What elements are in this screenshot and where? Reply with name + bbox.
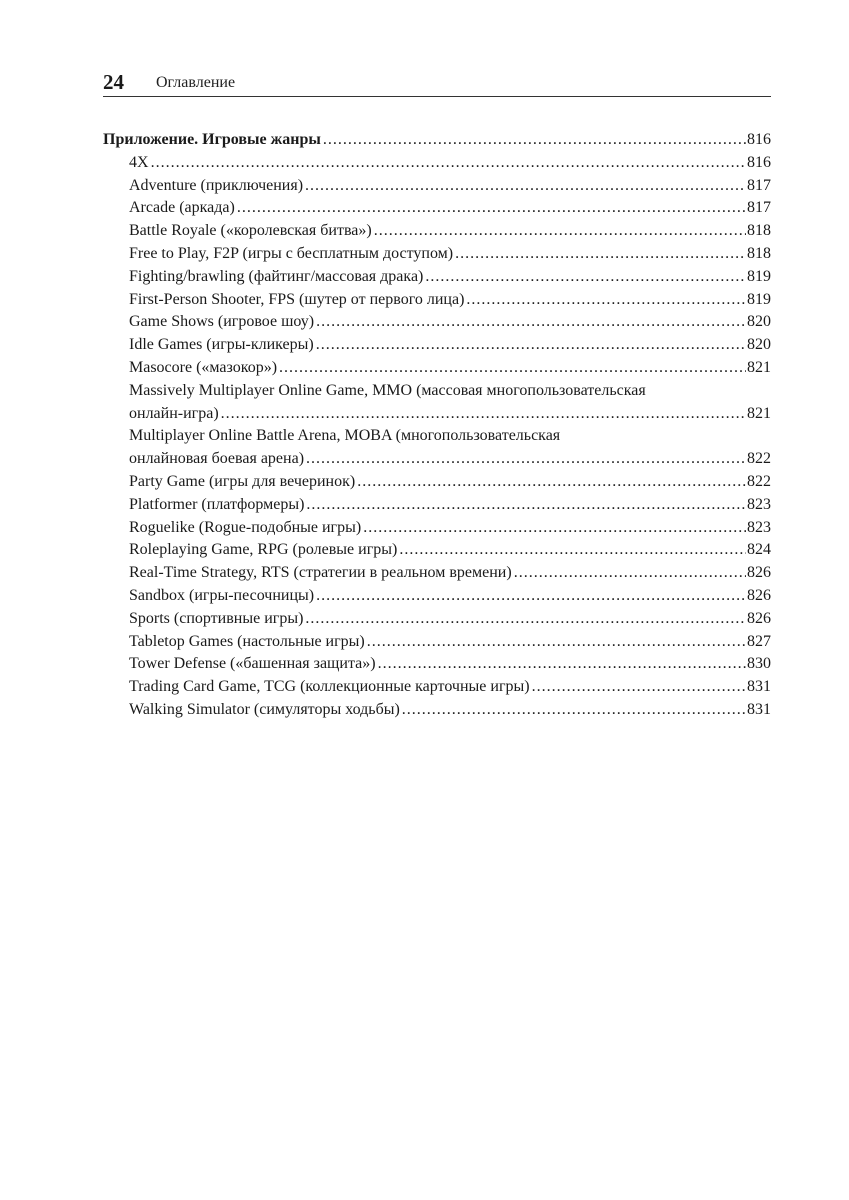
toc-leader-dots: [514, 562, 746, 585]
toc-entry[interactable]: [103, 608, 771, 631]
toc-entry-title: Arcade (аркада): [129, 199, 235, 217]
toc-entry-page: 831: [747, 700, 771, 718]
toc-entry[interactable]: [103, 585, 771, 608]
toc-leader-dots: [402, 699, 746, 722]
toc-entry-page: 821: [747, 404, 771, 422]
toc-leader-dots: [305, 608, 746, 631]
toc-entry-line-2: [129, 403, 771, 426]
toc-entry-title: Tabletop Games (настольные игры): [129, 632, 365, 650]
toc-entry-title: Masocore («мазокор»): [129, 358, 278, 376]
toc-entry[interactable]: [103, 380, 771, 426]
toc-entry-title: Sports (спортивные игры): [129, 609, 304, 627]
toc-entry-title: Adventure (приключения): [129, 176, 304, 194]
toc-entry-title: Free to Play, F2P (игры с бесплатным доступом): [129, 244, 454, 262]
toc-leader-dots: [305, 175, 746, 198]
toc-entry[interactable]: [103, 562, 771, 585]
toc-leader-dots: [237, 197, 746, 220]
toc-entry[interactable]: [103, 220, 771, 243]
toc-entry[interactable]: [103, 653, 771, 676]
toc-entry-title: Platformer (платформеры): [129, 495, 305, 513]
toc-entry-title: 4X: [129, 153, 149, 171]
toc-leader-dots: [425, 266, 746, 289]
toc-entry[interactable]: [103, 517, 771, 540]
running-title: Оглавление: [156, 74, 236, 91]
toc-entry[interactable]: [103, 289, 771, 312]
toc-entry-title: Party Game (игры для вечеринок): [129, 472, 356, 490]
toc-entry[interactable]: [103, 471, 771, 494]
toc-entry-page: 826: [747, 609, 771, 627]
toc-entry-title: Walking Simulator (симуляторы ходьбы): [129, 700, 400, 718]
toc-leader-dots: [357, 471, 746, 494]
toc-entry-page: 827: [747, 632, 771, 650]
toc-entry[interactable]: [103, 631, 771, 654]
toc-leader-dots: [316, 311, 746, 334]
toc-entry[interactable]: [103, 197, 771, 220]
toc-entry[interactable]: [103, 152, 771, 175]
toc-entry-page: 818: [747, 222, 771, 240]
toc-entry-title: Tower Defense («башенная защита»): [129, 655, 376, 673]
toc-entry-page: 826: [747, 564, 771, 582]
toc-entry[interactable]: [103, 266, 771, 289]
toc-entry[interactable]: [103, 425, 771, 471]
toc-entry-page: 831: [747, 678, 771, 696]
toc-leader-dots: [532, 676, 746, 699]
toc-entry-page: 817: [747, 176, 771, 194]
toc-leader-dots: [306, 494, 746, 517]
toc-leader-dots: [316, 334, 746, 357]
toc-entry-page: 823: [747, 518, 771, 536]
toc-entry[interactable]: [103, 676, 771, 699]
toc-entry-title: Fighting/brawling (файтинг/массовая драка): [129, 267, 424, 285]
toc-entry[interactable]: [103, 175, 771, 198]
toc-entry-title: First-Person Shooter, FPS (шутер от первого лица): [129, 290, 465, 308]
toc-entry-page: 824: [747, 541, 771, 559]
toc-entry-line-2: [129, 448, 771, 471]
toc-entry[interactable]: [103, 243, 771, 266]
toc-entry-page: 822: [747, 450, 771, 468]
toc-leader-dots: [367, 631, 746, 654]
toc-entry-title: Idle Games (игры-кликеры): [129, 336, 314, 354]
toc-entry-page: 820: [747, 313, 771, 331]
toc-entry-page: 819: [747, 267, 771, 285]
page-header: [103, 70, 771, 97]
toc-entry-title: Sandbox (игры-песочницы): [129, 586, 315, 604]
toc-entry[interactable]: [103, 494, 771, 517]
toc-entry-title: Roleplaying Game, RPG (ролевые игры): [129, 541, 398, 559]
toc-entry[interactable]: [103, 357, 771, 380]
toc-entry-page: 816: [747, 131, 771, 148]
toc-entry-title-line-2: онлайновая боевая арена): [129, 450, 305, 468]
toc-leader-dots: [316, 585, 746, 608]
toc-entry-title: Battle Royale («королевская битва»): [129, 222, 372, 240]
page-number: 24: [103, 70, 124, 94]
toc-entry[interactable]: [103, 311, 771, 334]
toc-chapter-entry[interactable]: [103, 129, 771, 152]
toc-leader-dots: [455, 243, 746, 266]
table-of-contents: [103, 129, 771, 722]
toc-entry-page: 820: [747, 336, 771, 354]
toc-entry[interactable]: [103, 334, 771, 357]
toc-entry-page: 826: [747, 586, 771, 604]
toc-entry-title: Roguelike (Rogue-подобные игры): [129, 518, 362, 536]
toc-entry-page: 830: [747, 655, 771, 673]
toc-leader-dots: [378, 653, 746, 676]
toc-entry-page: 816: [747, 153, 771, 171]
toc-entry-title: Real-Time Strategy, RTS (стратегии в реальном времени): [129, 564, 512, 582]
toc-entry[interactable]: [103, 699, 771, 722]
toc-entry-title-line-1: Massively Multiplayer Online Game, MMO (массовая многопользовательская: [129, 381, 646, 399]
toc-entry-page: 819: [747, 290, 771, 308]
toc-entry-title-line-2: онлайн-игра): [129, 404, 219, 422]
toc-leader-dots: [306, 448, 746, 471]
toc-leader-dots: [323, 129, 746, 152]
toc-entry-page: 822: [747, 472, 771, 490]
toc-leader-dots: [221, 403, 746, 426]
toc-entry-title: Приложение. Игровые жанры: [103, 131, 321, 148]
toc-entry-page: 821: [747, 358, 771, 376]
toc-entry-page: 818: [747, 244, 771, 262]
toc-entry-title-line-1: Multiplayer Online Battle Arena, MOBA (многопользовательская: [129, 427, 561, 445]
toc-leader-dots: [151, 152, 746, 175]
toc-entry-page: 817: [747, 199, 771, 217]
toc-leader-dots: [279, 357, 746, 380]
toc-entry-page: 823: [747, 495, 771, 513]
toc-leader-dots: [363, 517, 746, 540]
toc-leader-dots: [374, 220, 746, 243]
toc-leader-dots: [466, 289, 746, 312]
toc-entry-title: Trading Card Game, TCG (коллекционные карточные игры): [129, 678, 530, 696]
toc-entry[interactable]: [103, 539, 771, 562]
toc-entry-title: Game Shows (игровое шоу): [129, 313, 315, 331]
toc-leader-dots: [399, 539, 746, 562]
